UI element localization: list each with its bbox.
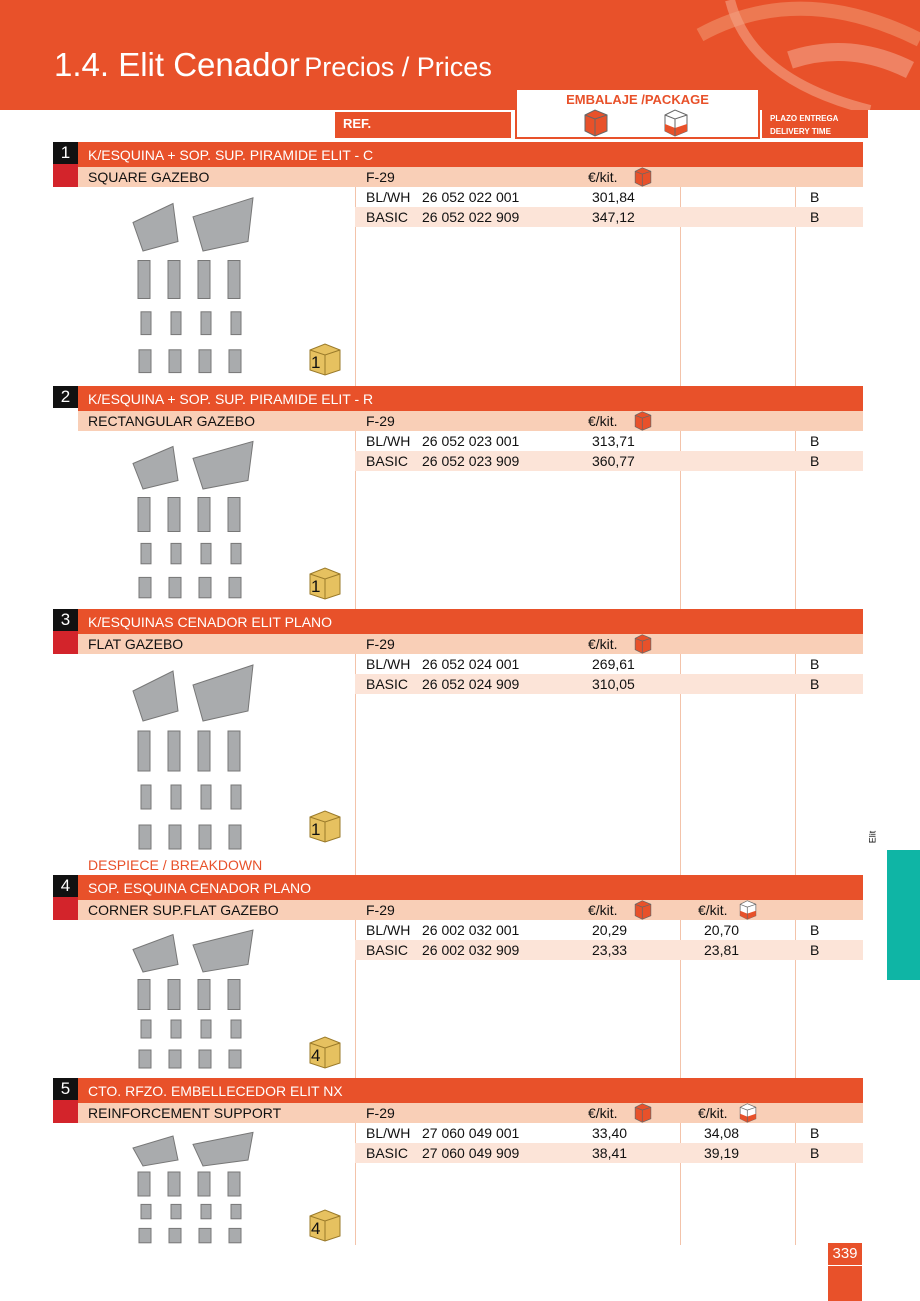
ref-code: 26 052 024 909: [422, 676, 520, 692]
price-2: 39,19: [704, 1145, 740, 1161]
table-row: [355, 207, 863, 227]
finish-code: F-29: [366, 169, 395, 185]
price-2: 34,08: [704, 1125, 740, 1141]
package-quantity: 1: [311, 820, 321, 839]
price-1: 33,40: [592, 1125, 628, 1141]
header-band: [0, 0, 920, 110]
price-1: 347,12: [592, 209, 635, 225]
product-subtitle: REINFORCEMENT SUPPORT: [88, 1105, 282, 1121]
page-bar: [828, 1266, 862, 1301]
section-tab: [887, 850, 920, 980]
table-row: [355, 654, 863, 674]
side-label: Elit: [867, 830, 878, 844]
package-quantity: 4: [311, 1046, 321, 1065]
product-subtitle: SQUARE GAZEBO: [88, 169, 210, 185]
delivery-code: B: [810, 656, 820, 672]
product-subheader: [78, 167, 863, 187]
finish-code: F-29: [366, 413, 395, 429]
section-number: 4: [53, 875, 78, 897]
section-number: 2: [53, 386, 78, 408]
product-subheader: [78, 1103, 863, 1123]
price-col1-label: €/kit.: [588, 902, 618, 918]
color-marker: [53, 631, 78, 654]
product-name: K/ESQUINAS CENADOR ELIT PLANO: [78, 609, 863, 634]
color-marker: [53, 897, 78, 920]
ref-code: 26 052 024 001: [422, 656, 520, 672]
product-subtitle: RECTANGULAR GAZEBO: [88, 413, 255, 429]
ref-code: 26 052 023 909: [422, 453, 520, 469]
package-quantity-icon: [308, 566, 342, 600]
table-row: [355, 431, 863, 451]
price-col1-label: €/kit.: [588, 1105, 618, 1121]
package-column-header: [515, 88, 760, 139]
product-image: [113, 927, 313, 1077]
product-image: [113, 1130, 313, 1250]
price-2: 23,81: [704, 942, 740, 958]
ref-code: 26 002 032 909: [422, 942, 520, 958]
price-col1-label: €/kit.: [588, 413, 618, 429]
package-quantity-icon: [308, 809, 342, 843]
ref-column-header: REF.: [335, 112, 511, 138]
price-col2-label: €/kit.: [698, 902, 728, 918]
product-name: CTO. RFZO. EMBELLECEDOR ELIT NX: [78, 1078, 863, 1103]
product-subtitle: CORNER SUP.FLAT GAZEBO: [88, 902, 279, 918]
price-2: 20,70: [704, 922, 740, 938]
package-quantity: 1: [311, 577, 321, 596]
product-image: [113, 661, 313, 861]
delivery-code: B: [810, 433, 820, 449]
price-col1-label: €/kit.: [588, 169, 618, 185]
product-name: K/ESQUINA + SOP. SUP. PIRAMIDE ELIT - R: [78, 386, 863, 411]
variant: BASIC: [366, 676, 409, 692]
delivery-code: B: [810, 453, 820, 469]
finish-code: F-29: [366, 636, 395, 652]
ref-code: 26 052 022 909: [422, 209, 520, 225]
finish-code: F-29: [366, 902, 395, 918]
price-1: 38,41: [592, 1145, 628, 1161]
product-subheader: [78, 900, 863, 920]
table-row: [355, 920, 863, 940]
price-1: 360,77: [592, 453, 635, 469]
color-marker: [53, 164, 78, 187]
product-name: SOP. ESQUINA CENADOR PLANO: [78, 875, 863, 900]
product-name: K/ESQUINA + SOP. SUP. PIRAMIDE ELIT - C: [78, 142, 863, 167]
package-quantity-icon: [308, 1208, 342, 1242]
delivery-code: B: [810, 922, 820, 938]
variant: BASIC: [366, 209, 409, 225]
delivery-code: B: [810, 676, 820, 692]
delivery-code: B: [810, 209, 820, 225]
table-row: [355, 187, 863, 207]
table-row: [355, 1143, 863, 1163]
variant: BL/WH: [366, 433, 411, 449]
ref-code: 26 052 022 001: [422, 189, 520, 205]
delivery-column-header: [762, 110, 868, 138]
variant: BL/WH: [366, 656, 411, 672]
price-1: 23,33: [592, 942, 628, 958]
variant: BASIC: [366, 453, 409, 469]
variant: BL/WH: [366, 922, 411, 938]
page-number: 339: [828, 1243, 862, 1265]
section-number: 3: [53, 609, 78, 631]
package-quantity-icon: [308, 1035, 342, 1069]
delivery-code: B: [810, 189, 820, 205]
table-row: [355, 940, 863, 960]
product-subheader: [78, 634, 863, 654]
orange-box-icon: [585, 110, 607, 136]
delivery-label-es: PLAZO ENTREGA: [770, 114, 839, 123]
price-1: 310,05: [592, 676, 635, 692]
section-number: 1: [53, 142, 78, 164]
price-1: 20,29: [592, 922, 628, 938]
package-box-icons: [517, 107, 762, 137]
color-marker: [53, 1100, 78, 1123]
package-quantity-icon: [308, 342, 342, 376]
variant: BASIC: [366, 1145, 409, 1161]
price-1: 269,61: [592, 656, 635, 672]
delivery-code: B: [810, 1125, 820, 1141]
price-1: 301,84: [592, 189, 635, 205]
white-box-icon: [665, 110, 687, 136]
package-quantity: 1: [311, 353, 321, 372]
section-number: 5: [53, 1078, 78, 1100]
ref-code: 26 002 032 001: [422, 922, 520, 938]
price-col2-label: €/kit.: [698, 1105, 728, 1121]
delivery-label-en: DELIVERY TIME: [770, 127, 831, 136]
package-label: EMBALAJE /PACKAGE: [566, 92, 709, 107]
product-image: [113, 438, 313, 608]
delivery-code: B: [810, 1145, 820, 1161]
page-title: [54, 46, 492, 84]
breakdown-label: DESPIECE / BREAKDOWN: [88, 857, 263, 873]
ref-code: 27 060 049 001: [422, 1125, 520, 1141]
title-sub: Precios / Prices: [304, 52, 492, 82]
product-image: [113, 194, 313, 384]
delivery-code: B: [810, 942, 820, 958]
ref-code: 26 052 023 001: [422, 433, 520, 449]
ref-code: 27 060 049 909: [422, 1145, 520, 1161]
product-subheader: [78, 411, 863, 431]
package-quantity: 4: [311, 1219, 321, 1238]
table-row: [355, 1123, 863, 1143]
variant: BASIC: [366, 942, 409, 958]
finish-code: F-29: [366, 1105, 395, 1121]
table-row: [355, 451, 863, 471]
title-main: 1.4. Elit Cenador: [54, 46, 300, 83]
variant: BL/WH: [366, 1125, 411, 1141]
price-1: 313,71: [592, 433, 635, 449]
table-row: [355, 674, 863, 694]
product-subtitle: FLAT GAZEBO: [88, 636, 184, 652]
price-col1-label: €/kit.: [588, 636, 618, 652]
variant: BL/WH: [366, 189, 411, 205]
